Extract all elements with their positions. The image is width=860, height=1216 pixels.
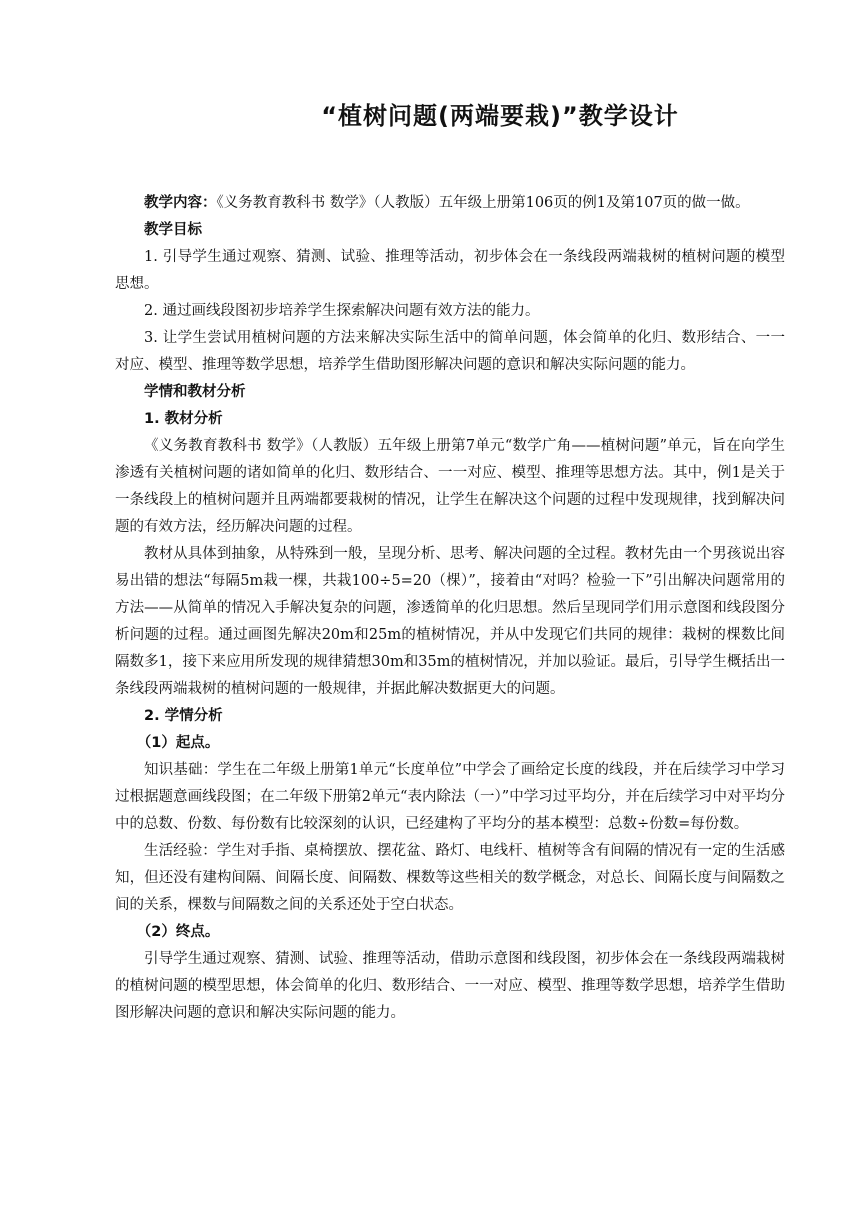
analysis-heading: 学情和教材分析	[144, 384, 246, 400]
goal-item: 2. 通过画线段图初步培养学生探索解决问题有效方法的能力。	[144, 303, 540, 319]
teaching-content-text: 《义务教育教科书 数学》（人教版）五年级上册第106页的例1及第107页的做一做。	[216, 195, 750, 211]
start-point-paragraph: 生活经验：学生对手指、桌椅摆放、摆花盆、路灯、电线杆、植树等含有间隔的情况有一定的生活感知，但还没有建构间隔、间隔长度、间隔数、棵数等这些相关的数学概念，对总长、间隔长度与间隔数之间的关系，棵数与间隔数之间的关系还处于空白状态。	[115, 843, 785, 913]
textbook-paragraph: 教材从具体到抽象，从特殊到一般，呈现分析、思考、解决问题的全过程。教材先由一个男孩说出容易出错的想法“每隔5m栽一棵，共栽100÷5=20（棵）”，接着由“对吗？检验一下”引出解决问题常用的方法——从简单的情况入手解决复杂的问题，渗透简单的化归思想。然后呈现同学们用示意图和线段图分析问题的过程。通过画图先解决20m和25m的植树情况，并从中发现它们共同的规律：栽树的棵数比间隔数多1，接下来应用所发现的规律猜想30m和35m的植树情况，并加以验证。最后，引导学生概括出一条线段两端栽树的植树问题的一般规律，并据此解决数据更大的问题。	[115, 546, 785, 697]
document-title: “植树问题(两端要栽)”教学设计	[321, 102, 679, 130]
end-point-paragraph: 引导学生通过观察、猜测、试验、推理等活动，借助示意图和线段图，初步体会在一条线段两端栽树的植树问题的模型思想，体会简单的化归、数形结合、一一对应、模型、推理等数学思想，培养学生借助图形解决问题的意识和解决实际问题的能力。	[115, 951, 785, 1021]
start-point-heading: （1）起点。	[136, 735, 220, 751]
textbook-analysis-heading: 1. 教材分析	[144, 411, 223, 427]
goal-item: 3. 让学生尝试用植树问题的方法来解决实际生活中的简单问题，体会简单的化归、数形结合、一一对应、模型、推理等数学思想，培养学生借助图形解决问题的意识和解决实际问题的能力。	[115, 330, 785, 373]
learner-analysis-heading: 2. 学情分析	[144, 708, 223, 724]
teaching-content	[115, 190, 785, 217]
goal-item: 1. 引导学生通过观察、猜测、试验、推理等活动，初步体会在一条线段两端栽树的植树问题的模型思想。	[115, 249, 785, 292]
textbook-paragraph: 《义务教育教科书 数学》（人教版）五年级上册第7单元“数学广角——植树问题”单元，旨在向学生渗透有关植树问题的诸如简单的化归、数形结合、一一对应、模型、推理等思想方法。其中，例1是关于一条线段上的植树问题并且两端都要栽树的情况，让学生在解决这个问题的过程中发现规律，找到解决问题的有效方法，经历解决问题的过程。	[115, 438, 785, 535]
end-point-heading: （2）终点。	[136, 924, 220, 940]
document-body	[115, 190, 785, 1027]
goals-heading: 教学目标	[144, 222, 202, 238]
teaching-content-label: 教学内容：	[144, 195, 217, 211]
start-point-paragraph: 知识基础：学生在二年级上册第1单元“长度单位”中学会了画给定长度的线段，并在后续学习中学习过根据题意画线段图；在二年级下册第2单元“表内除法（一）”中学习过平均分，并在后续学习中对平均分中的总数、份数、每份数有比较深刻的认识，已经建构了平均分的基本模型：总数÷份数=每份数。	[115, 762, 785, 832]
